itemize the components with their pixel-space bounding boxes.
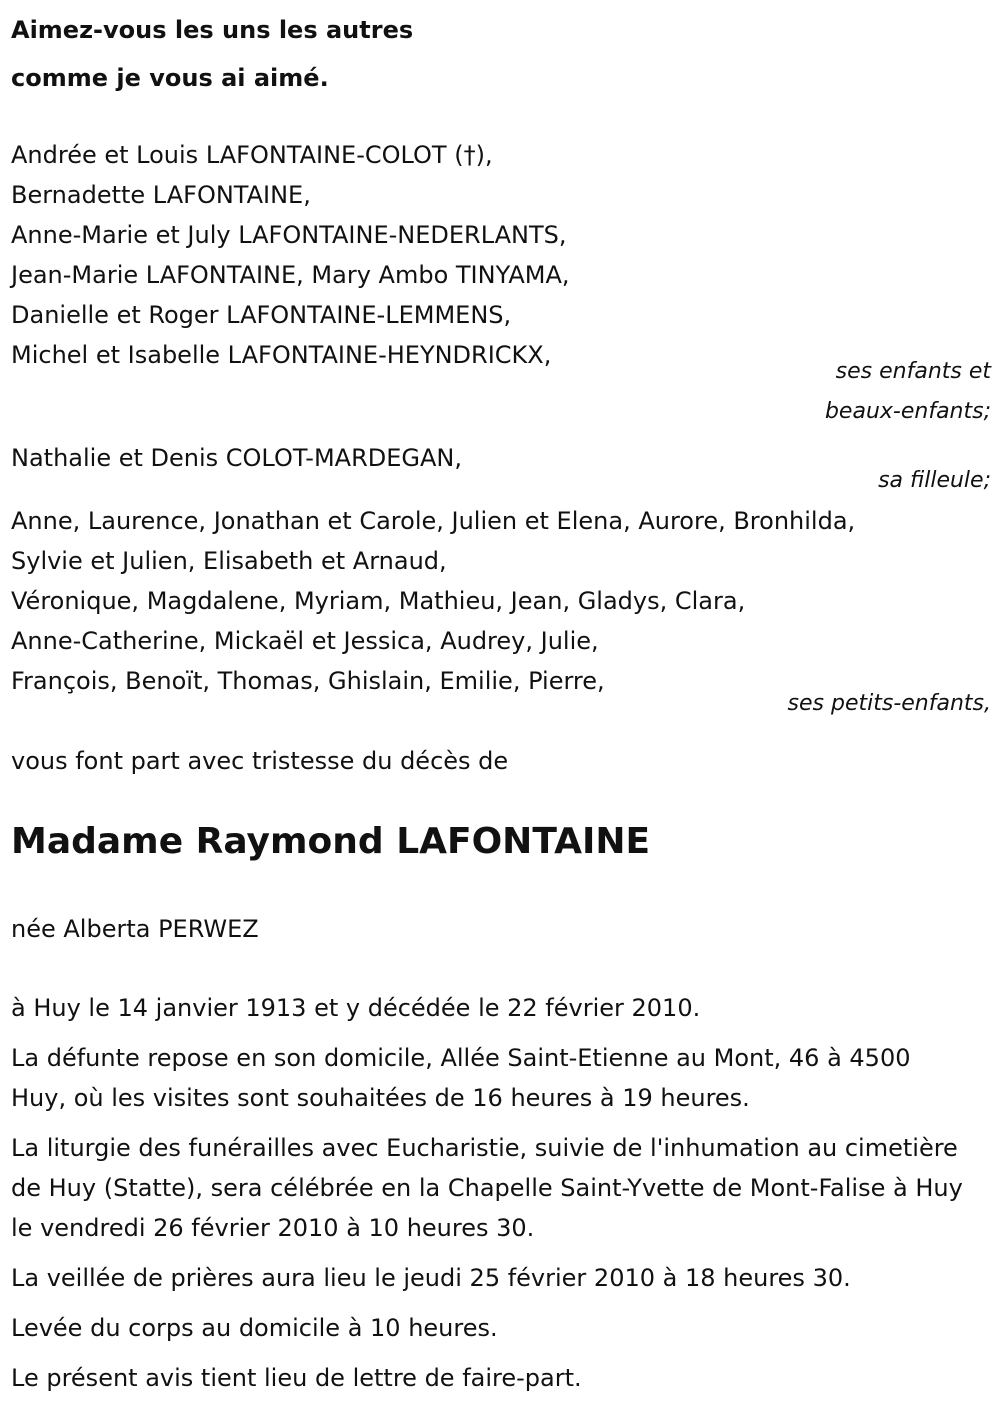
birth-death: à Huy le 14 janvier 1913 et y décédée le 22 février 2010. [11, 994, 701, 1022]
repose-info: La défunte repose en son domicile, Allée Saint-Etienne au Mont, 46 à 4500 Huy, où les visites sont souhaitées de 16 heures à 19 heures. [11, 1044, 911, 1112]
family-line: Anne, Laurence, Jonathan et Carole, Julien et Elena, Aurore, Bronhilda, [11, 507, 856, 535]
children-list [11, 135, 991, 431]
grandchildren-role: ses petits-enfants, [787, 691, 991, 716]
notice-info: Le présent avis tient lieu de lettre de faire-part. [11, 1364, 582, 1392]
family-line: Jean-Marie LAFONTAINE, Mary Ambo TINYAMA, [11, 261, 570, 289]
maiden-name: née Alberta PERWEZ [11, 915, 259, 943]
family-line: Michel et Isabelle LAFONTAINE-HEYNDRICKX, [11, 341, 552, 369]
family-line: Sylvie et Julien, Elisabeth et Arnaud, [11, 547, 447, 575]
goddaughter-line: Nathalie et Denis COLOT-MARDEGAN, [11, 444, 462, 472]
family-line: François, Benoït, Thomas, Ghislain, Emilie, Pierre, [11, 667, 605, 695]
family-line: Anne-Marie et July LAFONTAINE-NEDERLANTS, [11, 221, 567, 249]
liturgy-info: La liturgie des funérailles avec Eucharistie, suivie de l'inhumation au cimetière de Huy (Statte), sera célébrée en la Chapelle Saint-Yvette de Mont-Falise à Huy le vendredi 26 février 2010 à 10 heures 30. [11, 1134, 963, 1242]
levee-info: Levée du corps au domicile à 10 heures. [11, 1314, 498, 1342]
goddaughter-role: sa filleule; [878, 468, 991, 493]
vigil-info: La veillée de prières aura lieu le jeudi 25 février 2010 à 18 heures 30. [11, 1264, 851, 1292]
grandchildren-list [11, 501, 991, 723]
children-role-1: ses enfants et [835, 359, 991, 384]
funeral-details [11, 988, 971, 1398]
family-line: Véronique, Magdalene, Myriam, Mathieu, Jean, Gladys, Clara, [11, 587, 746, 615]
announcement: vous font part avec tristesse du décès de [11, 747, 509, 775]
motto-line-2: comme je vous ai aimé. [11, 64, 329, 92]
family-line: Danielle et Roger LAFONTAINE-LEMMENS, [11, 301, 512, 329]
family-line: Andrée et Louis LAFONTAINE-COLOT (†), [11, 141, 493, 169]
motto [11, 6, 413, 102]
family-line: Anne-Catherine, Mickaël et Jessica, Audrey, Julie, [11, 627, 599, 655]
family-line: Bernadette LAFONTAINE, [11, 181, 311, 209]
motto-line-1: Aimez-vous les uns les autres [11, 16, 414, 44]
deceased-name: Madame Raymond LAFONTAINE [11, 821, 651, 862]
children-role-2: beaux-enfants; [824, 399, 991, 424]
goddaughter [11, 438, 991, 500]
